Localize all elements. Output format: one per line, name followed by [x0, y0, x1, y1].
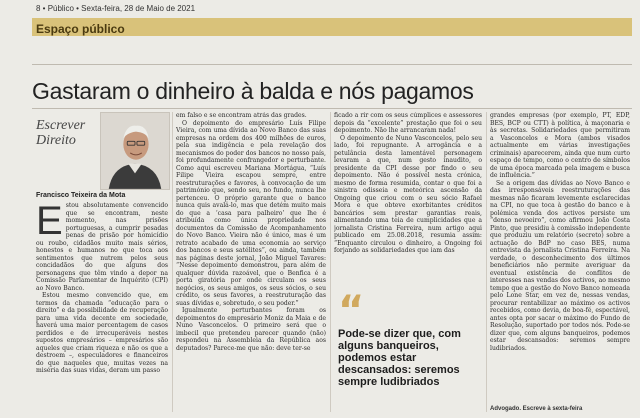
- paragraph: Estou mesmo convencido que, em termos da chamada “educação para o direito” e da possibilidade de recuperação para uma vida decente em sociedade, haverá uma maior percentagem de casos perdidos e de irrecuperáveis nestes supostos empresários – empresários são aqueles que criam riqueza e não os que a destroem –, especuladores e financeiros do que naqueles que, muitas vezes na miséria das suas vidas, deram um passo: [36, 292, 168, 374]
- column-label: Escrever Direito: [36, 118, 86, 148]
- divider: [32, 64, 632, 65]
- author-photo: [100, 112, 170, 190]
- pull-quote: Pode-se dizer que, com alguns banqueiros, podemos estar descansados: seremos sempre ludibriados: [338, 328, 461, 388]
- paragraph: stou absolutamente convencido que se encontram, neste momento, nas prisões portuguesas, a cumprir pesadas penas de prisão por homicídio ou roubo, cidadãos muito mais sérios, honestos e humanos no que toca aos sentimentos que nutrem pelos seus concidadãos do que alguns dos personagens que têm vindo a depor na Comissão Parlamentar de Inquérito (CPI) ao Novo Banco.: [36, 202, 168, 292]
- paragraph: Se a origem das dívidas ao Novo Banco e das irresponsáveis reestruturações das mesmas não ficaram levemente esclarecidas na CPI, no que toca à gestão do banco e à polémica venda dos activos persiste um “denso nevoeiro”, como afirmou João Costa Pinto, que presidiu à comissão independente que produziu um relatório (secreto) sobre a actuação do BdP no caso BES, numa entrevista da jornalista Cristina Ferreira. Na verdade, o desconhecimento dos últimos beneficiários não permite averiguar da eventual existência de conflitos de interesses nas vendas dos activos, ao mesmo tempo que a gestão do Novo Banco nomeada pelo Lone Star, em vez de, nessas vendas, procurar rentabilizar ao máximo os activos recebidos, como devia, de boa-fé, espectável, antes opta por sacar o máximo do Fundo de Resolução, suportado por todos nós. Pode-se dizer que, com alguns banqueiros, podemos estar descansados: seremos sempre ludibriados.: [490, 179, 630, 352]
- quote-mark-icon: “: [338, 288, 365, 334]
- page-header: 8 • Público • Sexta-feira, 28 de Maio de 2021: [36, 4, 196, 13]
- article-column-4: [490, 112, 630, 404]
- headline: Gastaram o dinheiro à balda e nós pagamos: [32, 78, 474, 104]
- paragraph: grandes empresas (por exemplo, PT, EDP, BES, BCP ou CTT) à política, à maçonaria e às secretas. Solidariedades que permitiram a Vasconcelos e Mora (ambos visados actualmente em várias investigações criminais) aparecerem, ainda que num curto espaço de tempo, como o centro de símbolos de uma época marcada pela imagem e busca de influência.”: [490, 112, 630, 179]
- paragraph: Igualmente perturbantes foram os depoimentos do empresário Moniz da Maia e de Nuno Vasconcelos. O primeiro será que o imbecil que pretendeu parecer quando (não) respondeu na Assembleia da República aos deputados? Parece-me que não: deve ter-se: [176, 307, 326, 352]
- article-column-3: [334, 112, 482, 292]
- paragraph: ficado a rir com os seus cúmplices e assessores depois da “excelente” prestação que foi o seu depoimento. Não lhe arrancaram nada!: [334, 112, 482, 134]
- section-banner: [32, 18, 632, 36]
- column-divider: [172, 112, 173, 412]
- section-label: Espaço público: [36, 22, 125, 36]
- paragraph: O depoimento do empresário Luís Filipe Vieira, com uma dívida ao Novo Banco das suas empresas na ordem dos 400 milhões de euros, pela sua indigência e pela revelação dos mecanismos do poder dos bancos no nosso país, foi profundamente confrangedor e perturbante. Como aqui escreveu Mariana Mortágua, “Luís Filipe Vieira escapou sempre, entre reestruturações e favores, à convocação de um património que, sendo seu, no fundo, nunca lhe pertenceu. O próprio garante que o banco nunca quis avalá-lo, mas que detém muito mais do que a ‘casa para palheiro’ que lhe é atribuída como única propriedade nos documentos da Comissão de Acompanhamento do Novo Banco. Vieira não é único, mas é um retrato acabado de uma economia ao serviço dos bancos e seus satélites”, ou ainda, também nas páginas deste jornal, João Miguel Tavares: “Nesse depoimento demonstrou, para além de qualquer dúvida razoável, que o Benfica é a porta giratória por onde circulam os seus negócios, os seus amigos, os seus sócios, o seu crédito, os seus favores, a reestruturação das suas dívidas e, sobretudo, o seu poder.”: [176, 119, 326, 307]
- paragraph: O depoimento de Nuno Vasconcelos, pelo seu lado, foi repugnante. A arrogância e a petulância desta lamentável personagem levaram a que, num gesto inaudito, o presidente da CPI desse por findo o seu depoimento. Não é possível nesta crónica, mesmo de forma resumida, contar o que foi a sinistra odisseia e meteórica ascensão da Ongoing que criou com o seu sócio Rafael Mora e que obteve exorbitantes créditos bancários sem prestar garantias reais, alimentando uma teia de cumplicidades que a jornalista Cristina Ferreira, num artigo aqui publicado em 25.08.2018, resumia assim: “Enquanto circulou o dinheiro, a Ongoing foi forjando as solidariedades que iam das: [334, 134, 482, 254]
- article-column-2: [176, 112, 326, 412]
- paragraph: em falso e se encontram atrás das grades.: [176, 112, 307, 119]
- byline: Francisco Teixeira da Mota: [36, 192, 126, 199]
- article-column-1: [36, 202, 168, 412]
- author-footer: Advogado. Escreve à sexta-feira: [490, 406, 583, 412]
- drop-cap: E: [36, 202, 63, 243]
- divider: [32, 108, 632, 109]
- author-portrait-icon: [101, 113, 169, 189]
- column-divider: [330, 112, 331, 412]
